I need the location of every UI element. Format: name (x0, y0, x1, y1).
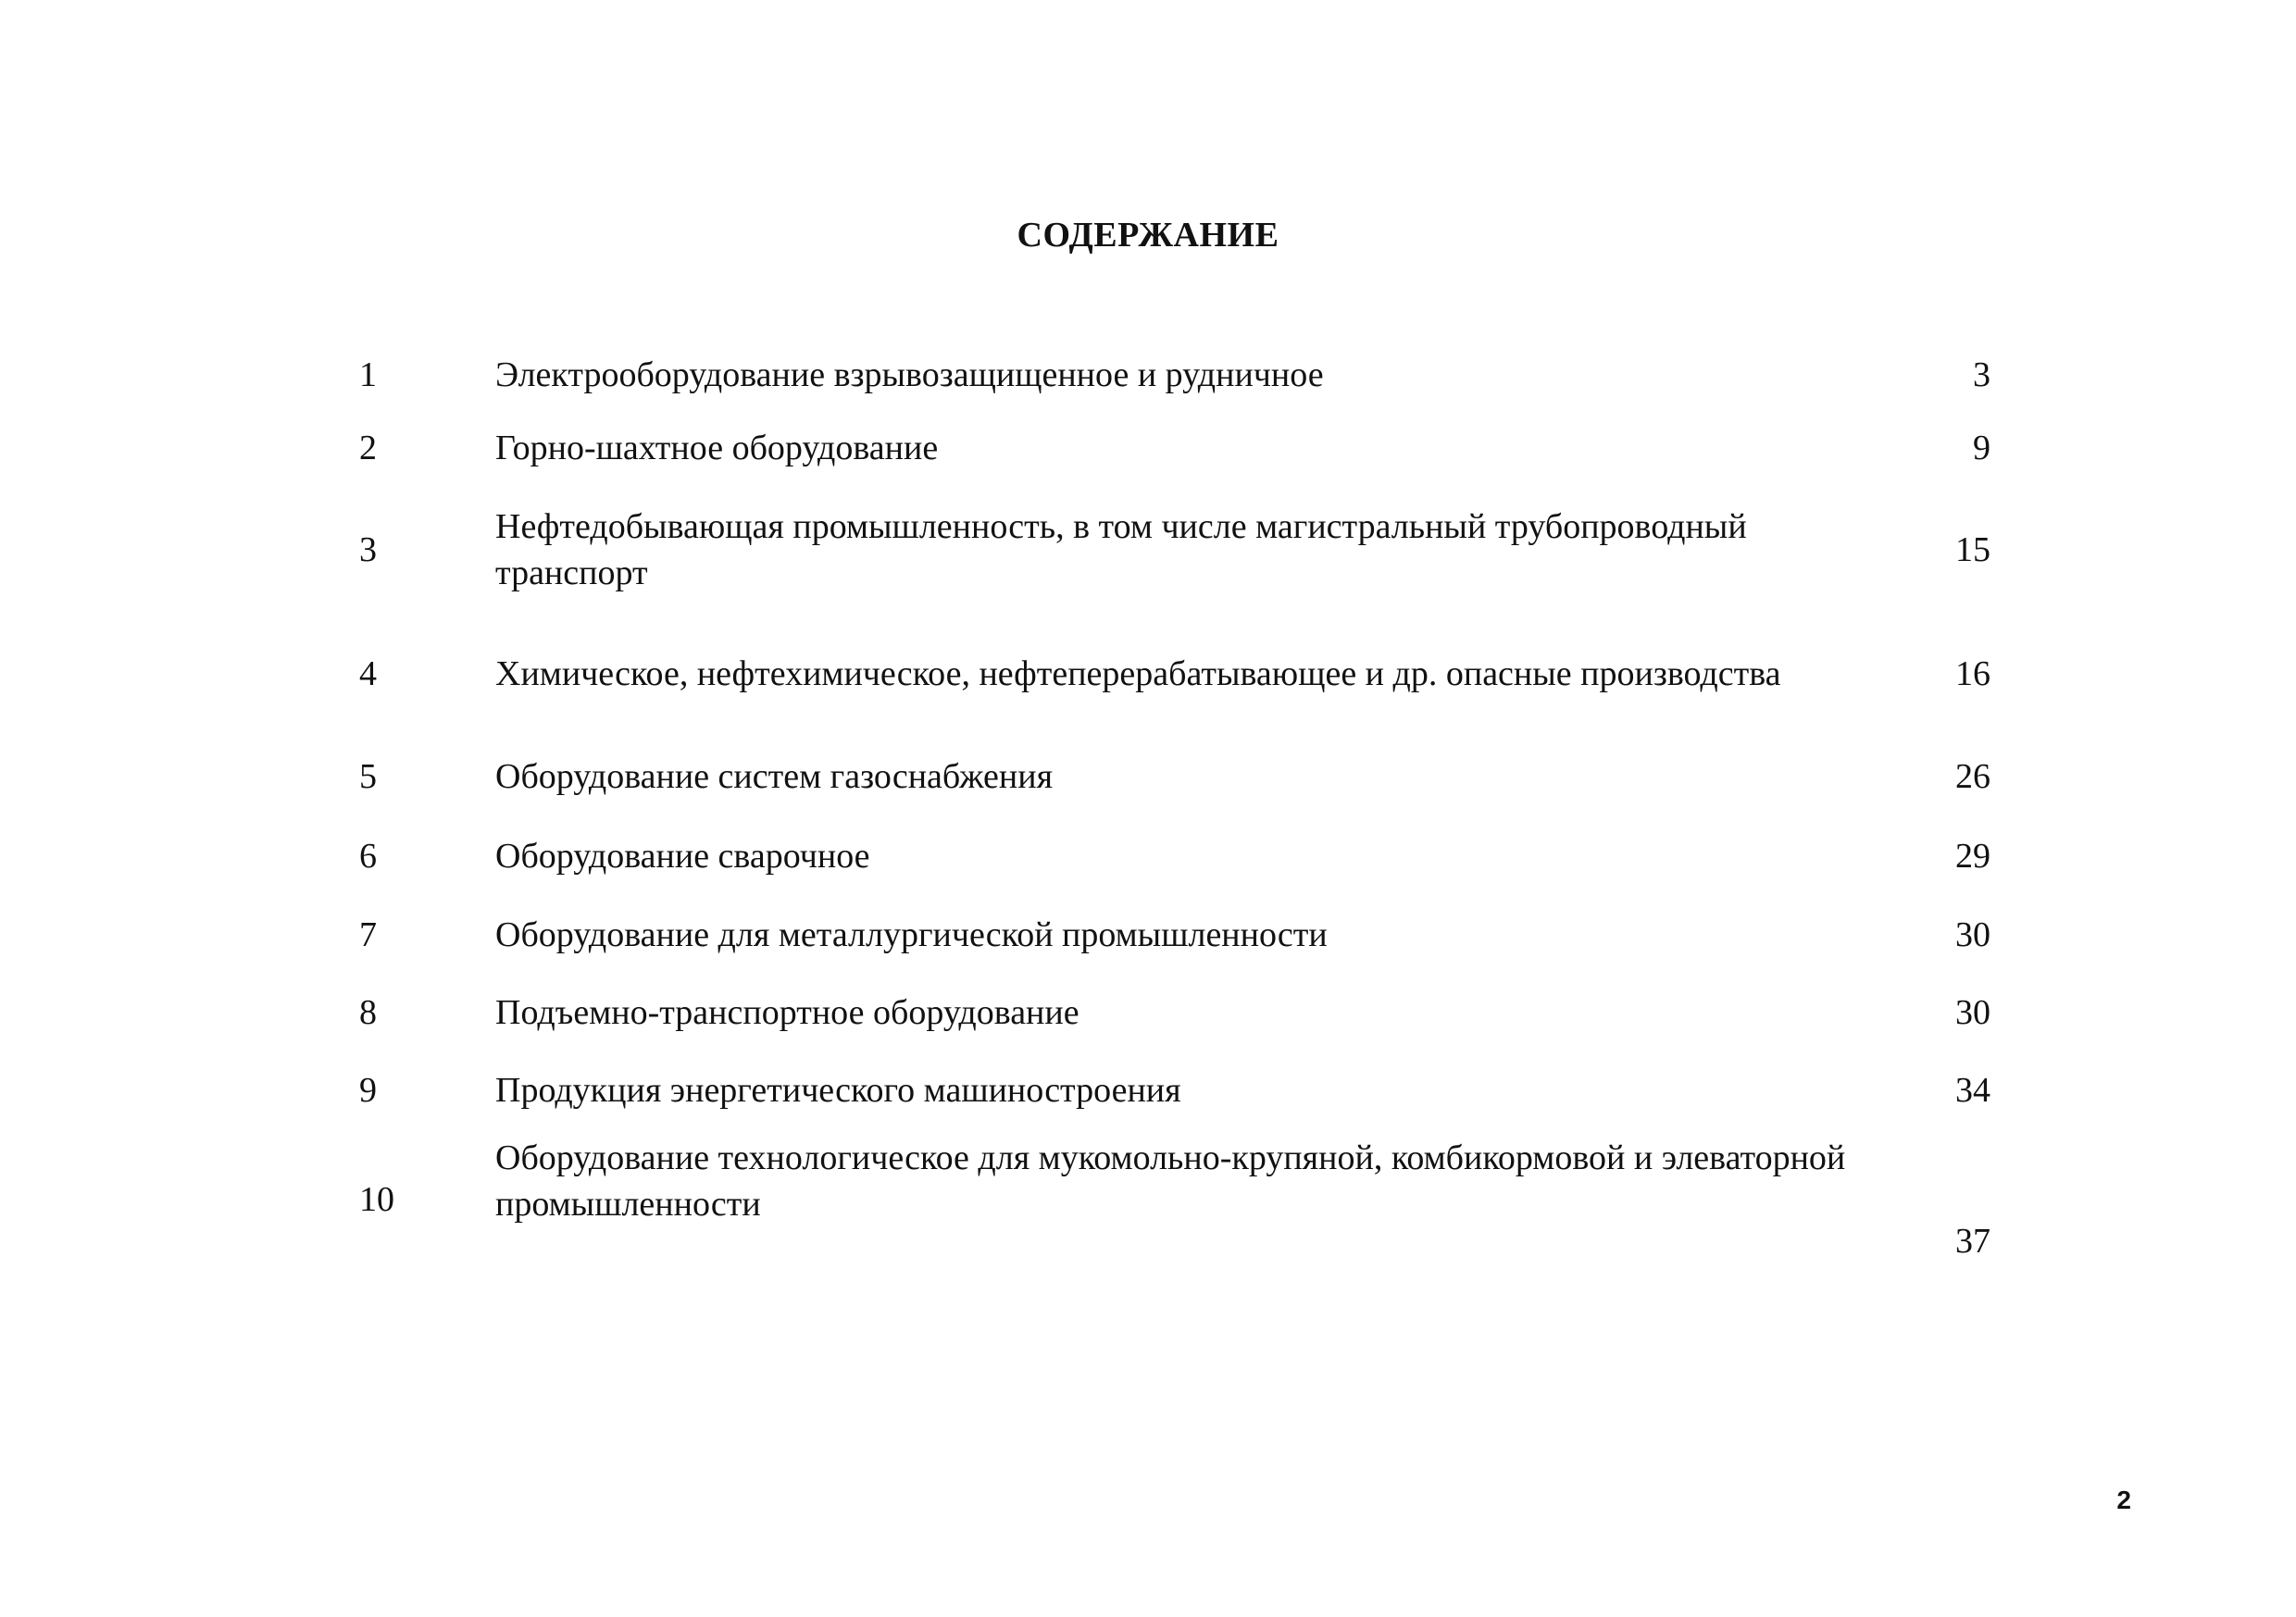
toc-entry-page: 16 (1955, 654, 1990, 693)
toc-entry-title: Оборудование технологическое для мукомольно-крупяной, комбикормовой и элеваторной промышленности (495, 1138, 1846, 1224)
toc-entry-number: 9 (359, 1071, 377, 1110)
toc-entry-title: Нефтедобывающая промышленность, в том числе магистральный трубопроводный транспорт (495, 507, 1747, 592)
toc-entry[interactable] (352, 737, 2000, 816)
toc-entry-page: 26 (1955, 757, 1990, 796)
toc-entry-number: 8 (359, 993, 377, 1032)
toc-entry[interactable] (352, 1129, 2000, 1277)
page-title: СОДЕРЖАНИЕ (1017, 216, 1279, 255)
toc-entry-page: 9 (1973, 429, 1990, 467)
page-number: 2 (2116, 1486, 2131, 1514)
toc-entry-number: 10 (359, 1180, 394, 1219)
toc-entry-page: 37 (1955, 1222, 1990, 1261)
toc-entry-number: 4 (359, 654, 377, 693)
toc-entry[interactable] (352, 342, 2000, 407)
toc-entry-page: 15 (1955, 530, 1990, 569)
toc-entry-number: 7 (359, 915, 377, 954)
toc-entry[interactable] (352, 816, 2000, 896)
toc-entry[interactable] (352, 489, 2000, 611)
toc-entry-title: Электрооборудование взрывозащищенное и рудничное (495, 355, 1324, 394)
toc-entry[interactable] (352, 407, 2000, 489)
toc-entry-title: Продукция энергетического машиностроения (495, 1071, 1181, 1110)
toc-entry-number: 3 (359, 530, 377, 569)
toc-entry[interactable] (352, 974, 2000, 1051)
toc-entry-title: Оборудование для металлургической промышленности (495, 915, 1328, 954)
toc-entry[interactable] (352, 896, 2000, 974)
toc-entry-page: 34 (1955, 1071, 1990, 1110)
toc-entry-number: 6 (359, 837, 377, 876)
toc-entry-page: 30 (1955, 993, 1990, 1032)
toc-entry-page: 30 (1955, 915, 1990, 954)
toc-entry-number: 1 (359, 355, 377, 394)
toc-entry-title: Оборудование систем газоснабжения (495, 757, 1054, 796)
table-of-contents (352, 342, 2000, 1277)
toc-entry-title: Химическое, нефтехимическое, нефтеперерабатывающее и др. опасные производства (495, 654, 1781, 693)
toc-entry-title: Горно-шахтное оборудование (495, 429, 939, 467)
toc-entry-page: 3 (1973, 355, 1990, 394)
toc-entry-title: Оборудование сварочное (495, 837, 870, 876)
toc-entry-page: 29 (1955, 837, 1990, 876)
toc-entry-number: 2 (359, 429, 377, 467)
toc-entry[interactable] (352, 1051, 2000, 1129)
toc-entry-number: 5 (359, 757, 377, 796)
toc-entry[interactable] (352, 611, 2000, 737)
toc-entry-title: Подъемно-транспортное оборудование (495, 993, 1079, 1032)
